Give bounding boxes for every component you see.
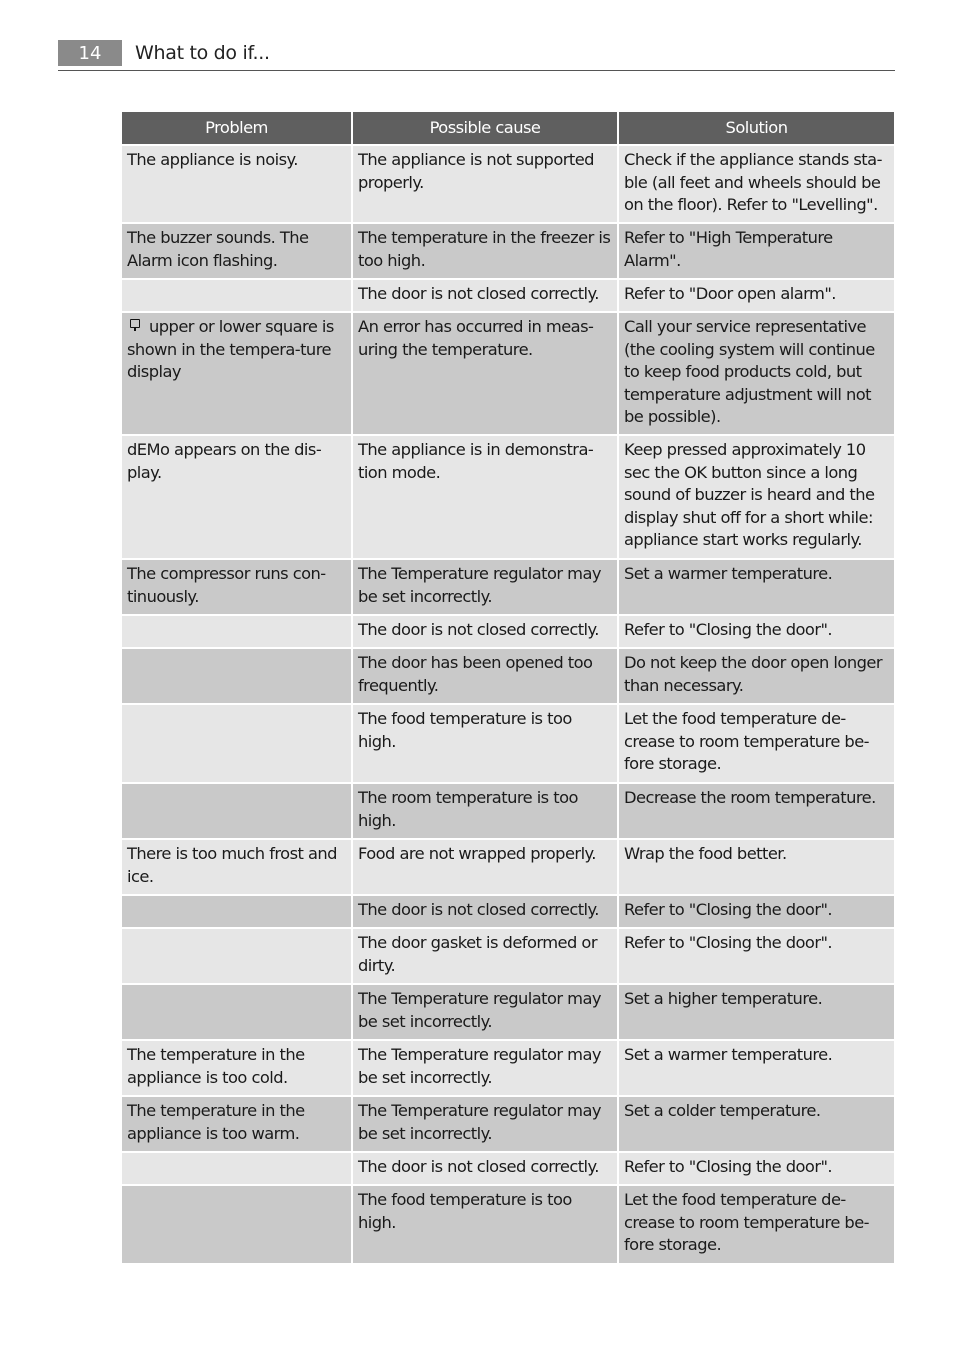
table-cell-solution: [619, 1041, 894, 1095]
cell-text: Set a warmer temperature.: [624, 1045, 833, 1064]
cell-text: The door is not closed correctly.: [358, 1157, 599, 1176]
table-cell-problem: [122, 896, 351, 927]
cell-text: Let the food temperature de-crease to room temperature be-fore storage.: [624, 1190, 870, 1255]
cell-text: The food temperature is too high.: [358, 1190, 572, 1232]
table-cell-cause: [353, 224, 617, 278]
table-cell-problem: [122, 146, 351, 222]
table-cell-cause: [353, 616, 617, 647]
table-cell-solution: [619, 560, 894, 614]
table-cell-cause: [353, 280, 617, 311]
cell-text: The compressor runs con-tinuously.: [127, 564, 326, 606]
cell-text: The door is not closed correctly.: [358, 284, 599, 303]
table-cell-problem: [122, 560, 351, 614]
table-cell-problem: [122, 224, 351, 278]
table-cell-solution: [619, 224, 894, 278]
cell-text: Do not keep the door open longer than necessary.: [624, 653, 882, 695]
table-cell-problem: [122, 1097, 351, 1151]
cell-text: An error has occurred in meas-uring the temperature.: [358, 317, 594, 359]
table-cell-solution: [619, 1153, 894, 1184]
table-cell-cause: [353, 1097, 617, 1151]
cell-text: The Temperature regulator may be set incorrectly.: [358, 564, 602, 606]
table-cell-cause: [353, 705, 617, 782]
table-cell-solution: [619, 896, 894, 927]
cell-text: Refer to "Closing the door".: [624, 900, 833, 919]
cell-text: The buzzer sounds. The Alarm icon flashing.: [127, 228, 309, 270]
table-cell-problem: [122, 1153, 351, 1184]
cell-text: The food temperature is too high.: [358, 709, 572, 751]
table-cell-cause: [353, 436, 617, 558]
table-cell-solution: [619, 840, 894, 894]
cell-text: Refer to "Closing the door".: [624, 933, 833, 952]
section-title: What to do if...: [135, 42, 270, 64]
table-cell-problem: [122, 649, 351, 703]
table-cell-solution: [619, 1186, 894, 1263]
cell-text: Check if the appliance stands sta-ble (all feet and wheels should be on the floor). Refer to "Levelling".: [624, 150, 882, 215]
table-cell-problem: [122, 840, 351, 894]
cell-text: The appliance is noisy.: [127, 150, 298, 169]
table-cell-problem: [122, 1186, 351, 1263]
cell-text: The appliance is not supported properly.: [358, 150, 594, 192]
cell-text: Call your service representative (the cooling system will continue to keep food products cold, but temperature adjustment will not be possible).: [624, 317, 875, 427]
cell-text: upper or lower square is shown in the tempera-ture display: [127, 317, 334, 382]
header-divider: [58, 70, 895, 71]
cell-text: Set a warmer temperature.: [624, 564, 833, 583]
table-cell-problem: [122, 280, 351, 311]
column-header-possible-cause: Possible cause: [353, 112, 617, 144]
table-cell-cause: [353, 929, 617, 983]
cell-text: Set a higher temperature.: [624, 989, 823, 1008]
table-cell-solution: [619, 436, 894, 558]
cell-text: The door is not closed correctly.: [358, 620, 599, 639]
table-cell-cause: [353, 840, 617, 894]
troubleshooting-table: [122, 112, 894, 1263]
table-cell-problem: [122, 929, 351, 983]
cell-text: Refer to "Door open alarm".: [624, 284, 836, 303]
table-cell-problem: [122, 705, 351, 782]
table-cell-cause: [353, 784, 617, 838]
cell-text: Refer to "Closing the door".: [624, 620, 833, 639]
table-cell-solution: [619, 985, 894, 1039]
table-cell-cause: [353, 985, 617, 1039]
table-cell-solution: [619, 280, 894, 311]
table-cell-solution: [619, 1097, 894, 1151]
cell-text: Decrease the room temperature.: [624, 788, 876, 807]
table-cell-problem: [122, 1041, 351, 1095]
table-cell-cause: [353, 313, 617, 434]
table-cell-problem: [122, 616, 351, 647]
table-cell-solution: [619, 649, 894, 703]
cell-text: There is too much frost and ice.: [127, 844, 337, 886]
cell-text: The Temperature regulator may be set incorrectly.: [358, 1101, 602, 1143]
table-cell-cause: [353, 1041, 617, 1095]
cell-text: Keep pressed approximately 10 sec the OK button since a long sound of buzzer is heard and the display shut off for a short while: appliance start works regularly.: [624, 440, 875, 550]
table-cell-solution: [619, 313, 894, 434]
table-cell-cause: [353, 649, 617, 703]
table-cell-solution: [619, 929, 894, 983]
column-header-problem: Problem: [122, 112, 351, 144]
cell-text: The temperature in the appliance is too cold.: [127, 1045, 305, 1087]
table-cell-cause: [353, 146, 617, 222]
cell-text: Food are not wrapped properly.: [358, 844, 596, 863]
table-cell-problem: [122, 436, 351, 558]
cell-text: Set a colder temperature.: [624, 1101, 821, 1120]
cell-text: The door has been opened too frequently.: [358, 653, 593, 695]
cell-text: The Temperature regulator may be set incorrectly.: [358, 989, 602, 1031]
table-cell-cause: [353, 1186, 617, 1263]
column-header-solution: Solution: [619, 112, 894, 144]
page-number: 14: [58, 40, 122, 66]
table-cell-problem: [122, 784, 351, 838]
square-display-icon: [130, 319, 141, 330]
cell-text: Let the food temperature de-crease to room temperature be-fore storage.: [624, 709, 870, 774]
table-cell-solution: [619, 705, 894, 782]
cell-text: The temperature in the freezer is too high.: [358, 228, 611, 270]
cell-text: The room temperature is too high.: [358, 788, 578, 830]
cell-text: The door is not closed correctly.: [358, 900, 599, 919]
cell-text: Wrap the food better.: [624, 844, 787, 863]
cell-text: The door gasket is deformed or dirty.: [358, 933, 597, 975]
table-cell-cause: [353, 896, 617, 927]
cell-text: dEMo appears on the dis-play.: [127, 440, 322, 482]
table-cell-problem: [122, 985, 351, 1039]
cell-text: The appliance is in demonstra-tion mode.: [358, 440, 594, 482]
table-cell-solution: [619, 616, 894, 647]
cell-text: Refer to "Closing the door".: [624, 1157, 833, 1176]
cell-text: The temperature in the appliance is too warm.: [127, 1101, 305, 1143]
table-cell-solution: [619, 146, 894, 222]
table-cell-problem: [122, 313, 351, 434]
cell-text: Refer to "High Temperature Alarm".: [624, 228, 833, 270]
table-cell-cause: [353, 560, 617, 614]
cell-text: The Temperature regulator may be set incorrectly.: [358, 1045, 602, 1087]
table-cell-cause: [353, 1153, 617, 1184]
table-cell-solution: [619, 784, 894, 838]
